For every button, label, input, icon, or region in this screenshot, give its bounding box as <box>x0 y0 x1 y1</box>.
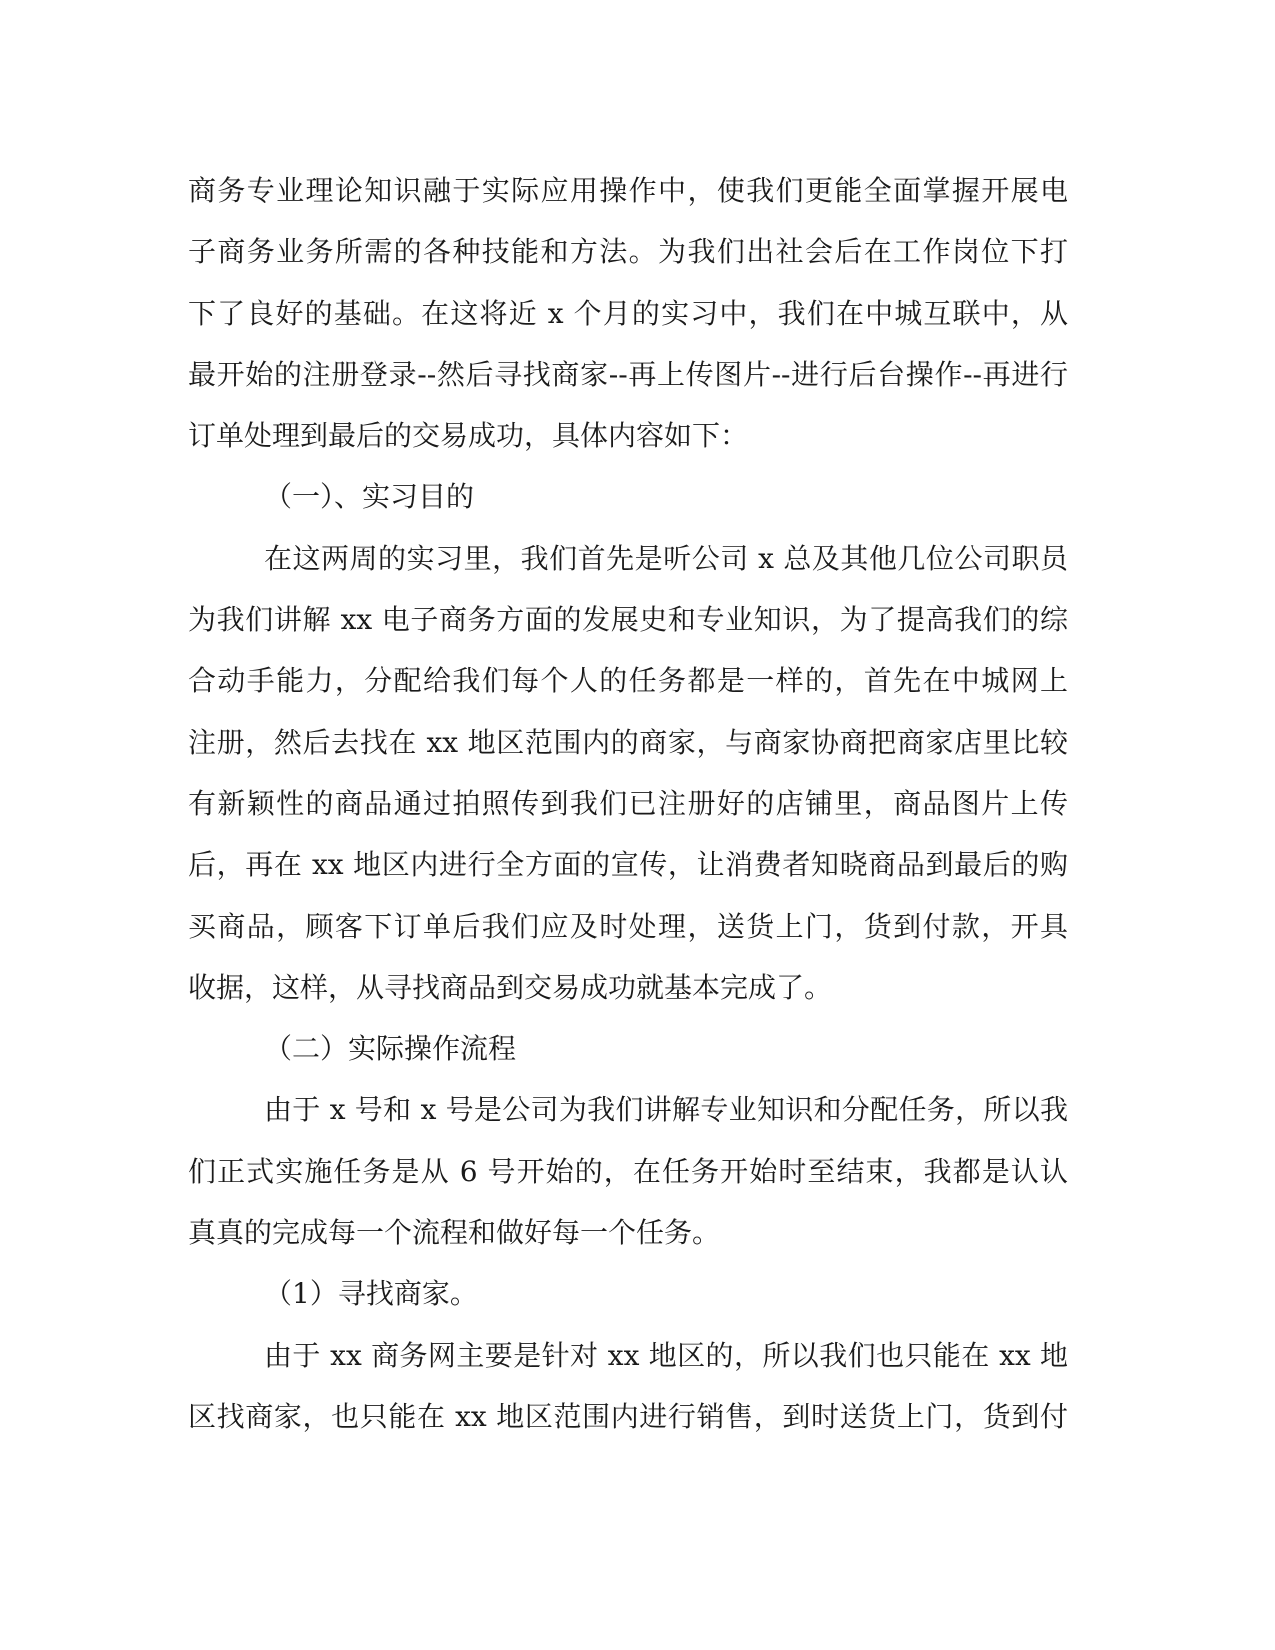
text-line: 由于 x 号和 x 号是公司为我们讲解专业知识和分配任务，所以我 <box>264 1093 1068 1127</box>
text-line: 们正式实施任务是从 6 号开始的，在任务开始时至结束，我都是认认 <box>188 1154 1068 1188</box>
text-line: 由于 xx 商务网主要是针对 xx 地区的，所以我们也只能在 xx 地 <box>264 1338 1068 1372</box>
text-line: 订单处理到最后的交易成功，具体内容如下： <box>188 419 749 453</box>
text-line: 子商务业务所需的各种技能和方法。为我们出社会后在工作岗位下打 <box>188 235 1068 269</box>
text-line: 收据，这样，从寻找商品到交易成功就基本完成了。 <box>188 970 833 1004</box>
section-heading: （二）实际操作流程 <box>264 1032 517 1066</box>
text-line: 在这两周的实习里，我们首先是听公司 x 总及其他几位公司职员 <box>264 541 1068 575</box>
text-line: 真真的完成每一个流程和做好每一个任务。 <box>188 1216 721 1250</box>
document-body <box>188 160 1068 1447</box>
text-line: 为我们讲解 xx 电子商务方面的发展史和专业知识，为了提高我们的综 <box>188 603 1068 637</box>
text-line: 最开始的注册登录--然后寻找商家--再上传图片--进行后台操作--再进行 <box>188 357 1068 391</box>
text-line: 后，再在 xx 地区内进行全方面的宣传，让消费者知晓商品到最后的购 <box>188 848 1068 882</box>
text-line: 合动手能力，分配给我们每个人的任务都是一样的，首先在中城网上 <box>188 664 1068 698</box>
text-line: 注册，然后去找在 xx 地区范围内的商家，与商家协商把商家店里比较 <box>188 725 1068 759</box>
text-line: 买商品，顾客下订单后我们应及时处理，送货上门，货到付款，开具 <box>188 909 1068 943</box>
text-line: 有新颖性的商品通过拍照传到我们已注册好的店铺里，商品图片上传 <box>188 786 1068 820</box>
text-line: 区找商家，也只能在 xx 地区范围内进行销售，到时送货上门，货到付 <box>188 1399 1068 1433</box>
text-line: 商务专业理论知识融于实际应用操作中，使我们更能全面掌握开展电 <box>188 174 1068 207</box>
section-heading: （一）、实习目的 <box>264 480 475 514</box>
subsection-heading: （1）寻找商家。 <box>264 1277 478 1311</box>
text-line: 下了良好的基础。在这将近 x 个月的实习中，我们在中城互联中，从 <box>188 296 1068 330</box>
